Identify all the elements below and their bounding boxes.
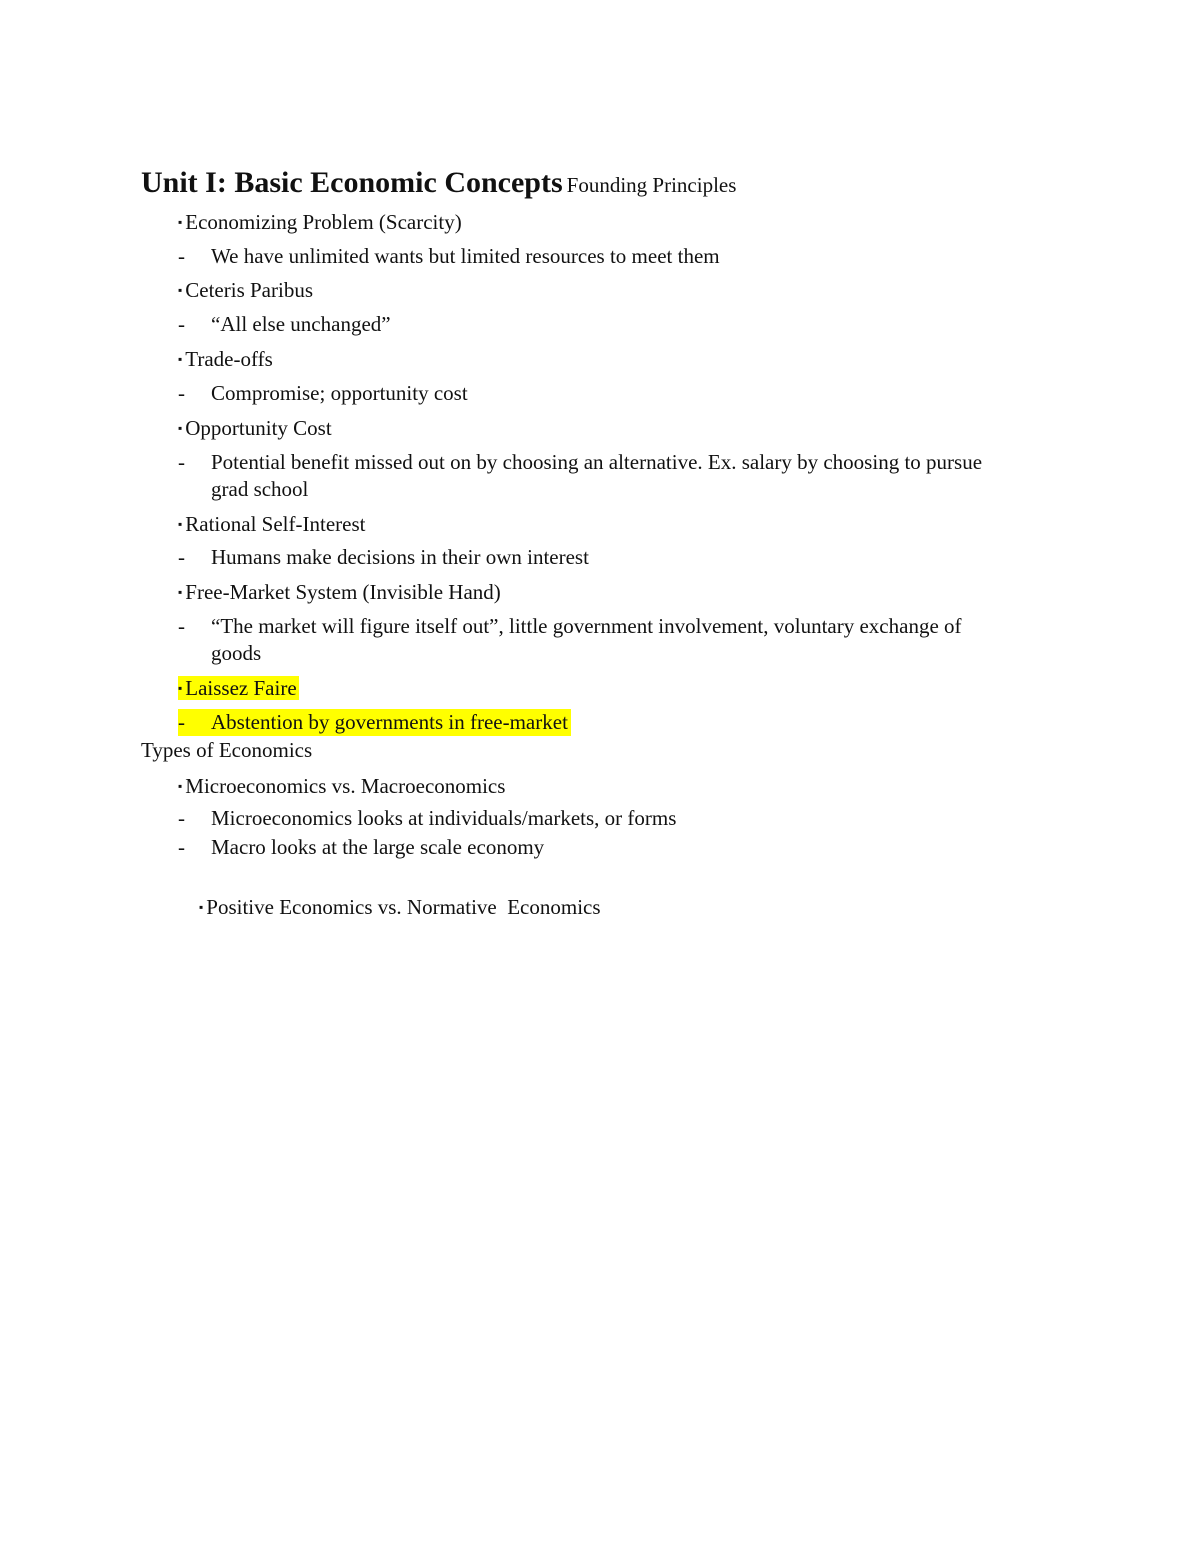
bullet-marker: ▪ [178,517,183,531]
bullet-ceteris-paribus [178,277,313,307]
bullet-marker: ▪ [178,215,183,229]
bullet-text: Positive Economics vs. Normative Economics [206,895,601,919]
detail-rational-self-interest [178,544,1021,571]
detail-ceteris-paribus [178,311,1021,338]
bullet-positive-vs-normative [178,867,601,951]
bullet-marker: ▪ [178,681,183,695]
bullet-marker: ▪ [178,585,183,599]
bullet-opportunity-cost [178,415,332,445]
highlighted-bullet [178,676,299,700]
detail-macroeconomics [178,834,1021,861]
detail-laissez-faire [178,709,571,736]
detail-trade-offs [178,380,1021,407]
bullet-marker: ▪ [199,900,204,914]
bullet-text: Trade-offs [185,347,273,371]
bullet-marker: ▪ [178,352,183,366]
bullet-marker: ▪ [178,779,183,793]
bullet-micro-vs-macro [178,773,505,803]
bullet-text: Rational Self-Interest [185,512,366,536]
detail-free-market-system [178,613,971,667]
detail-text: Compromise; opportunity cost [211,381,468,405]
bullet-text: Ceteris Paribus [185,278,313,302]
bullet-laissez-faire [178,675,299,705]
detail-text: We have unlimited wants but limited resources to meet them [211,244,720,268]
dash-marker: - [178,545,185,569]
bullet-text: Laissez Faire [185,676,297,700]
bullet-text: Free-Market System (Invisible Hand) [185,580,501,604]
page-title: Unit I: Basic Economic Concepts [141,166,563,199]
dash-marker: - [178,835,185,859]
detail-text: Macro looks at the large scale economy [211,835,545,859]
detail-text: “All else unchanged” [211,312,391,336]
bullet-text: Microeconomics vs. Macroeconomics [185,774,506,798]
detail-opportunity-cost [178,449,1021,503]
dash-marker: - [178,244,185,268]
dash-marker: - [178,381,185,405]
title-line [141,163,736,208]
bullet-text: Opportunity Cost [185,416,332,440]
detail-text: “The market will figure itself out”, little government involvement, voluntary exchange of goods [211,614,962,665]
detail-text: Potential benefit missed out on by choosing an alternative. Ex. salary by choosing to pursue grad school [211,450,983,501]
dash-marker: - [178,450,185,474]
dash-marker: - [178,806,185,830]
bullet-rational-self-interest [178,511,365,541]
bullet-marker: ▪ [178,283,183,297]
dash-marker: - [178,710,185,734]
detail-microeconomics [178,805,1021,832]
bullet-economizing-problem [178,209,462,239]
dash-marker: - [178,614,185,638]
detail-economizing-problem [178,243,1021,270]
bullet-marker: ▪ [178,421,183,435]
detail-text: Humans make decisions in their own interest [211,545,589,569]
dash-marker: - [178,312,185,336]
section-heading-founding-principles: Founding Principles [566,173,737,197]
bullet-free-market-system [178,579,501,609]
detail-text: Abstention by governments in free-market [211,710,568,734]
bullet-trade-offs [178,346,273,376]
detail-text: Microeconomics looks at individuals/markets, or forms [211,806,677,830]
bullet-text: Economizing Problem (Scarcity) [185,210,462,234]
section-heading-types-of-economics: Types of Economics [141,738,313,762]
